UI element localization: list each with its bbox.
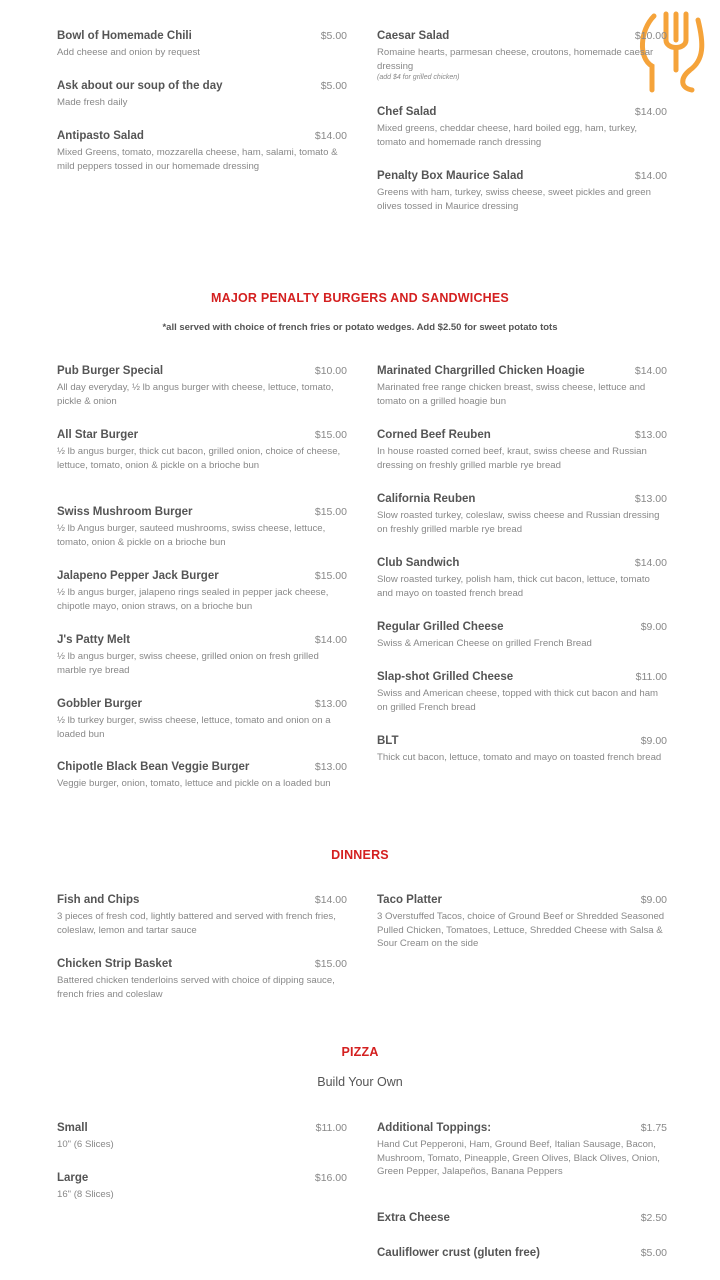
item-name: Bowl of Homemade Chili [57, 30, 192, 42]
item-name: Antipasto Salad [57, 130, 144, 142]
section-heading-dinners: DINNERS [331, 848, 389, 862]
item-price: $13.00 [314, 698, 347, 710]
item-name: Regular Grilled Cheese [377, 621, 504, 633]
menu-item [57, 761, 347, 791]
item-price: $15.00 [314, 570, 347, 582]
item-desc: 3 pieces of fresh cod, lightly battered and served with french fries, coleslaw, lemon and tartar sauce [57, 911, 336, 936]
item-desc: Swiss & American Cheese on grilled French Bread [377, 638, 592, 649]
item-name: Gobbler Burger [57, 698, 142, 710]
item-price: $13.00 [634, 493, 667, 505]
item-desc: All day everyday, ½ lb angus burger with cheese, lettuce, tomato, pickle & onion [57, 382, 334, 407]
item-name: California Reuben [377, 493, 476, 505]
menu-item [377, 557, 667, 600]
item-price: $16.00 [314, 1172, 347, 1184]
item-price: $5.00 [320, 30, 347, 42]
menu-item [377, 493, 667, 536]
menu-item [57, 1122, 347, 1152]
item-name: Ask about our soup of the day [57, 80, 223, 92]
menu-item [377, 30, 667, 81]
menu-item [57, 634, 347, 677]
menu-item [57, 506, 347, 549]
item-price: $13.00 [314, 761, 347, 773]
item-price: $14.00 [314, 894, 347, 906]
section-note: *all served with choice of french fries or potato wedges. Add $2.50 for sweet potato tots [162, 322, 558, 333]
item-name: Additional Toppings: [377, 1122, 492, 1134]
menu-item [377, 365, 667, 408]
item-name: Penalty Box Maurice Salad [377, 170, 524, 182]
item-name: BLT [377, 735, 399, 747]
item-price: $5.00 [320, 80, 347, 92]
item-desc: Slow roasted turkey, polish ham, thick cut bacon, lettuce, tomato and mayo on toasted french bread [377, 574, 650, 599]
menu-item [57, 1172, 347, 1202]
section-subtitle: Build Your Own [317, 1075, 403, 1089]
item-price: $15.00 [314, 429, 347, 441]
menu-item [57, 80, 347, 110]
item-desc: ½ lb angus burger, swiss cheese, grilled onion on fresh grilled marble rye bread [57, 651, 319, 676]
item-name: Swiss Mushroom Burger [57, 506, 193, 518]
menu-item [57, 429, 347, 472]
item-desc: ½ lb angus burger, thick cut bacon, grilled onion, choice of cheese, lettuce, tomato, onion & pickle on a brioche bun [57, 446, 341, 471]
item-name: Slap-shot Grilled Cheese [377, 671, 514, 683]
menu-item [377, 1212, 667, 1224]
menu-item [377, 621, 667, 651]
item-desc: In house roasted corned beef, kraut, swiss cheese and Russian dressing on freshly grilled marble rye bread [377, 446, 647, 471]
menu-item [377, 1122, 667, 1179]
item-name: J's Patty Melt [57, 634, 131, 646]
item-name: Marinated Chargrilled Chicken Hoagie [377, 365, 585, 377]
section-heading-burgers: MAJOR PENALTY BURGERS AND SANDWICHES [211, 291, 509, 305]
menu-item [57, 698, 347, 741]
item-price: $9.00 [640, 735, 667, 747]
menu-item [377, 1247, 667, 1259]
item-price: $1.75 [640, 1122, 667, 1134]
item-desc: ½ lb turkey burger, swiss cheese, lettuce, tomato and onion on a loaded bun [57, 715, 331, 740]
item-desc: Romaine hearts, parmesan cheese, croutons, homemade caesar dressing [377, 47, 654, 72]
item-price: $10.00 [314, 365, 347, 377]
menu-item [57, 570, 347, 613]
menu-item [57, 365, 347, 408]
item-desc: Mixed greens, cheddar cheese, hard boiled egg, ham, turkey, tomato and homemade ranch dressing [377, 123, 638, 148]
item-price: $2.50 [640, 1212, 667, 1224]
menu-item [377, 894, 667, 951]
item-price: $14.00 [634, 106, 667, 118]
item-name: Taco Platter [377, 894, 442, 906]
item-desc: Greens with ham, turkey, swiss cheese, sweet pickles and green olives tossed in Maurice dressing [377, 187, 651, 212]
item-desc: 3 Overstuffed Tacos, choice of Ground Beef or Shredded Seasoned Pulled Chicken, Tomatoes, Lettuce, Shredded Cheese with Salsa & Sour Cream on the side [377, 911, 665, 950]
item-desc: 16" (8 Slices) [57, 1189, 114, 1200]
menu-item [377, 170, 667, 213]
menu-item [377, 671, 667, 714]
item-name: Large [57, 1172, 89, 1184]
item-name: Fish and Chips [57, 894, 140, 906]
item-desc: Mixed Greens, tomato, mozzarella cheese, ham, salami, tomato & mild peppers tossed in our homemade dressing [57, 147, 338, 172]
item-name: Pub Burger Special [57, 365, 164, 377]
item-price: $5.00 [640, 1247, 667, 1259]
item-price: $9.00 [640, 894, 667, 906]
item-price: $15.00 [314, 958, 347, 970]
item-name: Extra Cheese [377, 1212, 450, 1224]
item-price: $11.00 [315, 1122, 347, 1134]
item-name: Small [57, 1122, 88, 1134]
item-price: $14.00 [634, 365, 667, 377]
item-desc: Marinated free range chicken breast, swiss cheese, lettuce and tomato on a grilled hoagie bun [377, 382, 646, 407]
item-price: $13.00 [634, 429, 667, 441]
menu-item [57, 958, 347, 1001]
item-price: $14.00 [634, 170, 667, 182]
item-name: Chef Salad [377, 106, 437, 118]
item-price: $11.00 [635, 671, 667, 683]
item-name: Jalapeno Pepper Jack Burger [57, 570, 219, 582]
menu-item [57, 894, 347, 937]
item-desc: Battered chicken tenderloins served with choice of dipping sauce, french fries and coleslaw [57, 975, 335, 1000]
item-price: $14.00 [634, 557, 667, 569]
item-name: All Star Burger [57, 429, 139, 441]
item-desc: ½ lb Angus burger, sauteed mushrooms, swiss cheese, lettuce, tomato, onion & pickle on a brioche bun [57, 523, 326, 548]
item-name: Club Sandwich [377, 557, 460, 569]
item-desc: ½ lb angus burger, jalapeno rings sealed in pepper jack cheese, chipotle mayo, onion straws, on a brioche bun [57, 587, 329, 612]
menu-item [57, 30, 347, 60]
item-name: Chipotle Black Bean Veggie Burger [57, 761, 250, 773]
item-desc: Add cheese and onion by request [57, 47, 200, 58]
menu-item [377, 106, 667, 149]
item-desc: Hand Cut Pepperoni, Ham, Ground Beef, Italian Sausage, Bacon, Mushroom, Tomato, Pineapple, Green Olives, Black Olives, Onion, Green Pepper, Jalapeños, Banana Peppers [377, 1139, 660, 1178]
menu-item [377, 735, 667, 765]
item-name: Caesar Salad [377, 30, 450, 42]
section-heading-pizza: PIZZA [341, 1045, 379, 1059]
item-desc: Veggie burger, onion, tomato, lettuce and pickle on a loaded bun [57, 778, 331, 789]
item-price: $15.00 [314, 506, 347, 518]
item-name: Cauliflower crust (gluten free) [377, 1247, 540, 1259]
menu-item [57, 130, 347, 173]
item-name: Chicken Strip Basket [57, 958, 173, 970]
item-desc: Thick cut bacon, lettuce, tomato and mayo on toasted french bread [377, 752, 662, 763]
item-desc: Swiss and American cheese, topped with thick cut bacon and ham on grilled French bread [377, 688, 659, 713]
item-note: (add $4 for grilled chicken) [377, 74, 460, 82]
item-price: $10.00 [634, 30, 667, 42]
item-desc: 10" (6 Slices) [57, 1139, 114, 1150]
item-price: $14.00 [314, 634, 347, 646]
item-desc: Made fresh daily [57, 97, 128, 108]
item-price: $14.00 [314, 130, 347, 142]
item-name: Corned Beef Reuben [377, 429, 491, 441]
menu-item [377, 429, 667, 472]
item-price: $9.00 [640, 621, 667, 633]
item-desc: Slow roasted turkey, coleslaw, swiss cheese and Russian dressing on freshly grilled marble rye bread [377, 510, 660, 535]
